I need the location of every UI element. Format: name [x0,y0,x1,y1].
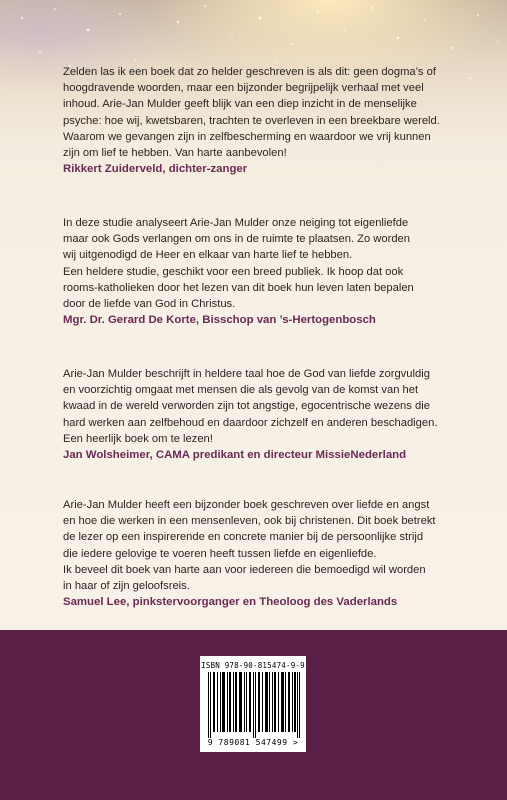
quote-block-1 [63,64,443,177]
quote-author: Mgr. Dr. Gerard De Korte, Bisschop van ’s-Hertogenbosch [63,314,376,327]
quote-line: rooms-katholieken door het lezen van dit boek hun leven laten bepalen [63,281,414,294]
quote-block-4 [63,497,443,610]
quote-line: Arie-Jan Mulder beschrijft in heldere taal hoe de God van liefde zorgvuldig [63,368,430,380]
quote-line: Zelden las ik een boek dat zo helder geschreven is als dit: geen dogma’s of [63,66,436,78]
quote-line: maar ook Gods verlangen om ons in de ruimte te plaatsen. Zo worden [63,233,410,246]
quote-line: Ik beveel dit boek van harte aan voor iedereen die bemoedigd wil worden [63,563,426,576]
quote-line: door de liefde van God in Christus. [63,298,236,311]
quote-line: In deze studie analyseert Arie-Jan Mulder onze neiging tot eigenliefde [63,217,409,229]
quote-block-3 [63,366,443,463]
quote-line: wij uitgenodigd de Heer en elkaar van harte lief te hebben. [63,249,353,262]
quote-line: hoogdravende woorden, maar een bijzonder begrijpelijk verhaal met veel [63,82,424,95]
quote-line: psyche: hoe wij, kwetsbaren, trachten te overleven in een breekbare wereld. [63,114,440,127]
quote-line: hard werken aan zelfbehoud en daardoor zichzelf en anderen beschadigen. [63,416,438,429]
quote-line: en hoe die werken in een mensenleven, ook bij christenen. Dit boek betrekt [63,515,436,528]
quote-line: kwaad in de wereld verworden zijn tot angstige, egocentrische wezens die [63,400,430,413]
quote-author: Jan Wolsheimer, CAMA predikant en directeur MissieNederland [63,449,407,462]
quote-block-2 [63,215,443,328]
quote-line: Waarom we gevangen zijn in zelfbescherming en waardoor we vrij kunnen [63,130,431,143]
quote-line: inhoud. Arie-Jan Mulder geeft blijk van een diep inzicht in de menselijke [63,98,417,111]
isbn-label: ISBN 978-90-815474-9-9 [201,661,305,670]
quote-line: Een heldere studie, geschikt voor een breed publiek. Ik hoop dat ook [63,265,404,278]
quote-line: Een heerlijk boek om te lezen! [63,432,213,445]
quote-line: de lezer op een inspirerende en concrete manier bij de persoonlijke strijd [63,531,424,544]
quote-line: Arie-Jan Mulder heeft een bijzonder boek geschreven over liefde en angst [63,499,430,511]
quote-line: en voorzichtig omgaat met mensen die als gevolg van de komst van het [63,384,419,397]
quote-line: die iedere gelovige te voeren heeft tussen liefde en eigenliefde. [63,547,377,560]
quote-author: Rikkert Zuiderveld, dichter-zanger [63,163,248,176]
barcode-icon [208,672,300,738]
isbn-digits: 9 789081 547499 > [207,738,299,747]
quote-line: in haar of zijn geloofsreis. [63,580,190,593]
isbn-barcode-box [200,656,306,752]
quote-author: Samuel Lee, pinkstervoorganger en Theoloog des Vaderlands [63,596,398,609]
quote-line: zijn om lief te hebben. Van harte aanbevolen! [63,147,287,160]
